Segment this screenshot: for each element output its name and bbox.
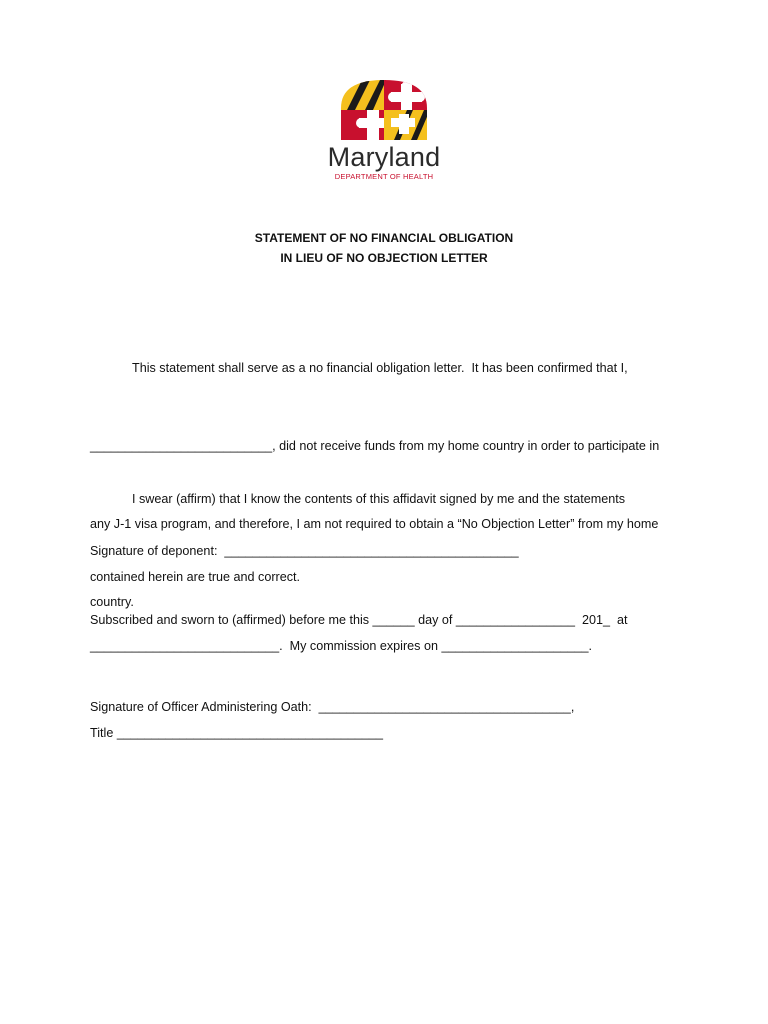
subscribed-line-2[interactable]: ___________________________. My commission expires on _____________________. [90, 639, 593, 653]
paragraph-line: contained herein are true and correct. [90, 570, 301, 584]
paragraph-affirmation [90, 434, 680, 642]
paragraph-line: country. [90, 595, 134, 609]
paragraph-line: any J-1 visa program, and therefore, I am not required to obtain a “No Objection Letter” from my home [90, 517, 659, 531]
paragraph-line: This statement shall serve as a no financial obligation letter. It has been confirmed that I, [90, 361, 628, 375]
title-line-1: STATEMENT OF NO FINANCIAL OBLIGATION [254, 231, 514, 245]
department-name: DEPARTMENT OF HEALTH [334, 172, 434, 181]
paragraph-line: __________________________, did not receive funds from my home country in order to participate in [90, 439, 660, 453]
maryland-logo [300, 78, 468, 188]
officer-signature-field[interactable]: Signature of Officer Administering Oath: ____________________________________, [90, 700, 575, 714]
subscribed-line-1[interactable]: Subscribed and sworn to (affirmed) before me this ______ day of _________________ 201_ at [90, 613, 628, 627]
maryland-flag-icon [339, 78, 429, 140]
title-line-2: IN LIEU OF NO OBJECTION LETTER [280, 251, 488, 265]
document-title [0, 228, 768, 268]
signature-deponent-field[interactable]: Signature of deponent: __________________________________________ [90, 544, 519, 558]
title-field[interactable]: Title ______________________________________ [90, 726, 383, 740]
paragraph-line: I swear (affirm) that I know the contents of this affidavit signed by me and the statements [90, 492, 626, 506]
brand-name: Maryland [327, 142, 441, 172]
